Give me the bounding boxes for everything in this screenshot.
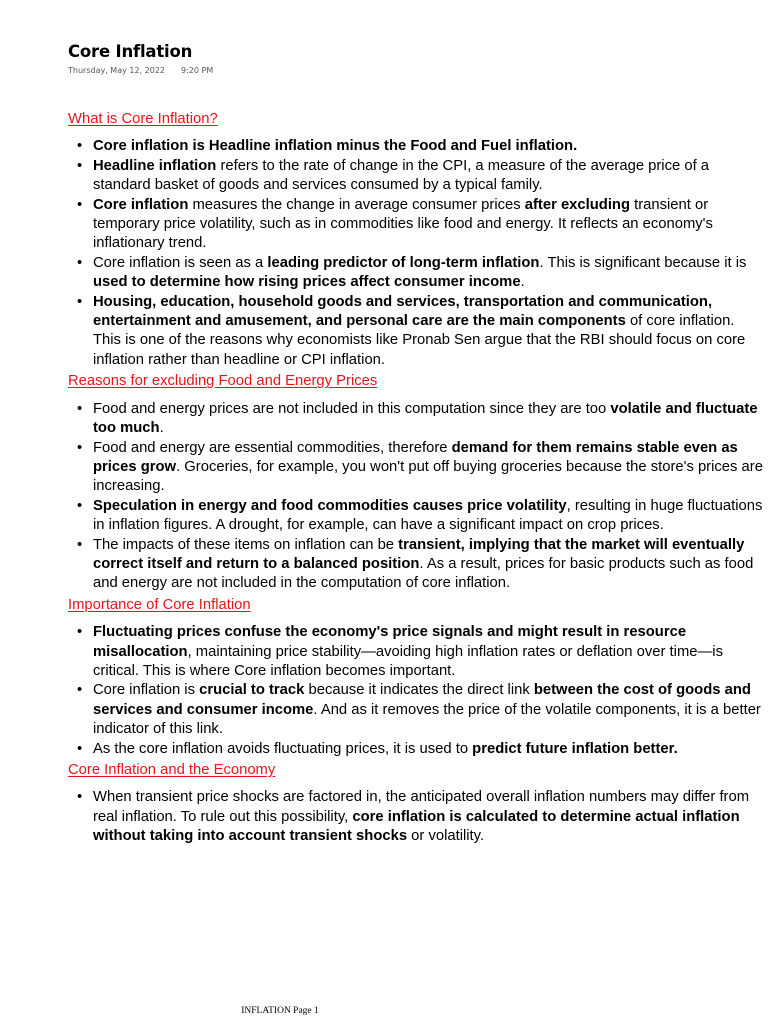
list-item	[68, 439, 764, 497]
bold-text: Fluctuating prices confuse the economy's price signals and might result in resource misallocation	[93, 624, 687, 660]
bold-text: transient, implying that the market will eventually correct itself and return to a balanced position	[93, 536, 745, 572]
text: transient or temporary price volatility, such as in commodities like food and energy. It reflects an economy's inflationary trend.	[93, 196, 713, 252]
bold-text: demand for them remains stable even as prices grow	[93, 439, 738, 475]
text: When transient price shocks are factored in, the anticipated overall inflation numbers may differ from real inflation. To rule out this possibility,	[93, 789, 750, 825]
list-item	[68, 788, 764, 846]
bold-text: after excluding	[524, 196, 631, 213]
section-heading-economy: Core Inflation and the Economy	[68, 762, 276, 778]
list-item	[68, 157, 764, 196]
bullet-list	[68, 400, 764, 594]
bold-text: Core inflation is Headline inflation minus the Food and Fuel inflation.	[93, 138, 578, 155]
list-item	[68, 293, 764, 371]
list-item	[68, 681, 764, 739]
bold-text: Headline inflation	[93, 157, 217, 174]
bold-text: Core inflation	[93, 196, 189, 213]
text: . As a result, prices for basic products such as food and energy are not included in the computation of core inflation.	[93, 555, 754, 592]
text: . This is significant because it is	[539, 254, 747, 271]
list-item	[68, 137, 764, 156]
section-heading-what-is-core-inflation: What is Core Inflation?	[68, 111, 218, 127]
text: Food and energy prices are not included in this computation since they are too	[93, 400, 611, 417]
list-item	[68, 623, 764, 681]
text: of core inflation. This is one of the reasons why economists like Pronab Sen argue that the RBI should focus on core inflation rather than headline or CPI inflation.	[93, 313, 746, 368]
bold-text: between the cost of goods and services and consumer income	[93, 682, 751, 718]
text: or volatility.	[407, 828, 485, 845]
text: Core inflation is seen as a	[93, 254, 268, 271]
text: . Groceries, for example, you won't put off buying groceries because the store's prices are increasing.	[93, 458, 763, 495]
bullet-list	[68, 788, 764, 846]
list-item	[68, 254, 764, 293]
bullet-list	[68, 137, 764, 370]
list-item	[68, 740, 764, 759]
text: measures the change in average consumer prices	[188, 196, 525, 213]
section-heading-importance: Importance of Core Inflation	[68, 596, 251, 613]
list-item	[68, 196, 764, 254]
text: .	[159, 420, 164, 437]
page-time: 9:20 PM	[181, 66, 214, 75]
text: . And as it removes the price of the volatile components, it is a better indicator of this link.	[93, 701, 761, 738]
list-item	[68, 400, 764, 439]
text: , resulting in huge fluctuations in inflation figures. A drought, for example, can have a significant impact on crop prices.	[93, 497, 763, 534]
list-item	[68, 497, 764, 536]
list-item	[68, 536, 764, 594]
page-timestamp	[68, 66, 213, 75]
bold-text: leading predictor of long-term inflation	[267, 254, 540, 271]
text: Core inflation is	[93, 682, 200, 699]
text: .	[520, 274, 525, 291]
text: The impacts of these items on inflation can be	[93, 536, 399, 553]
page-title: Core Inflation	[68, 42, 193, 61]
bold-text: crucial to track	[199, 682, 305, 699]
bold-text: core inflation is calculated to determine actual inflation without taking into account transient shocks	[93, 808, 740, 845]
text: As the core inflation avoids fluctuating prices, it is used to	[93, 740, 473, 757]
text: Food and energy are essential commodities, therefore	[93, 439, 452, 456]
bold-text: volatile and fluctuate too much	[93, 400, 758, 437]
text: refers to the rate of change in the CPI, a measure of the average price of a standard basket of goods and services consumed by a typical family.	[93, 157, 710, 194]
text: , maintaining price stability—avoiding high inflation rates or deflation over time—is critical. This is where Core inflation becomes important.	[93, 643, 723, 679]
page-footer: INFLATION Page 1	[241, 1006, 319, 1016]
bold-text: used to determine how rising prices affect consumer income	[93, 274, 521, 291]
text: because it indicates the direct link	[304, 682, 534, 699]
bullet-list	[68, 623, 764, 759]
bold-text: predict future inflation better.	[472, 740, 678, 757]
note-body	[68, 110, 764, 849]
bold-text: Housing, education, household goods and services, transportation and communication, entertainment and amusement, and personal care are the main components	[93, 293, 713, 330]
section-heading-reasons-for-excluding: Reasons for excluding Food and Energy Prices	[68, 373, 378, 390]
page-date: Thursday, May 12, 2022	[68, 66, 165, 75]
bold-text: Speculation in energy and food commodities causes price volatility	[93, 497, 567, 514]
